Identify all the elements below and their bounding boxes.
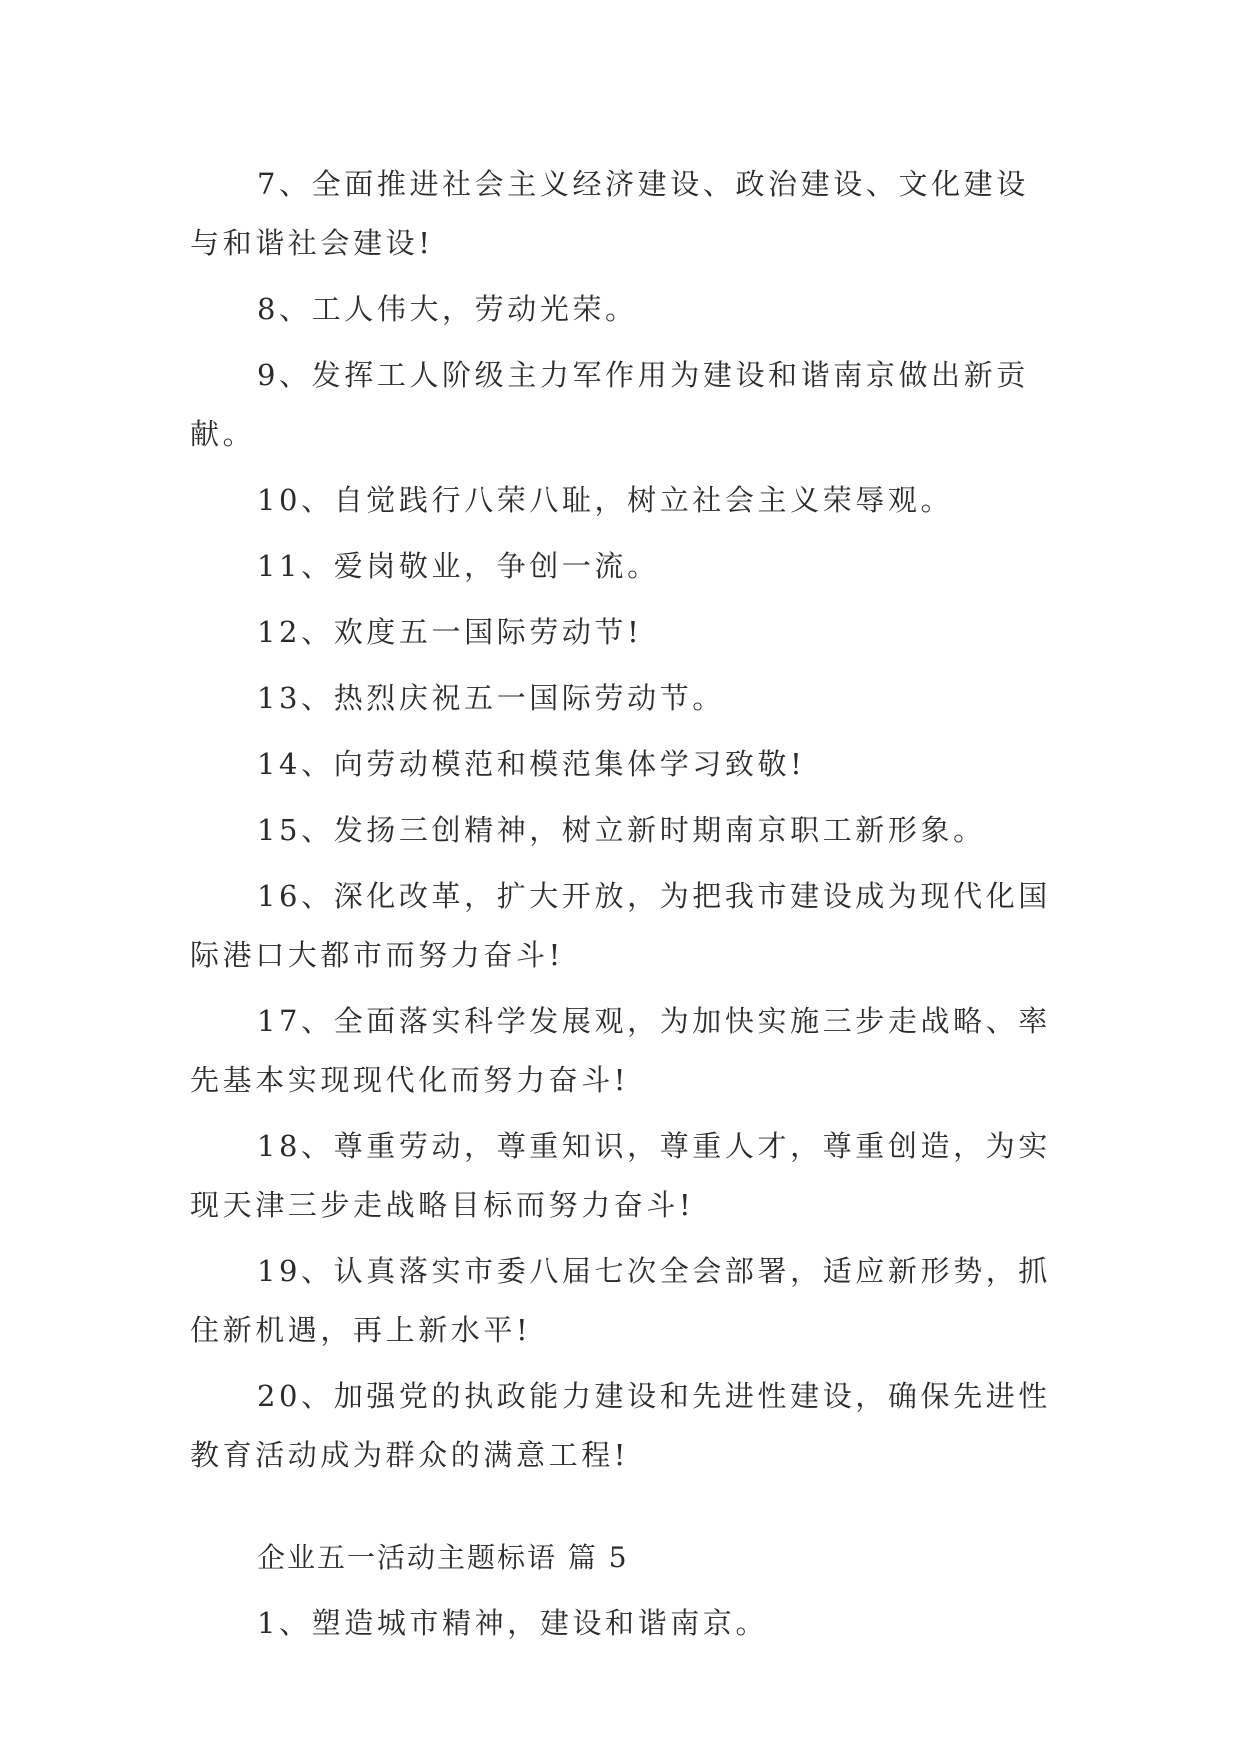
paragraph-item-14: 14、向劳动模范和模范集体学习致敬!	[257, 747, 806, 781]
paragraph-item-17: 17、全面落实科学发展观，为加快实施三步走战略、率先基本实现现代化而努力奋斗!	[190, 1004, 1051, 1097]
paragraph-item-8: 8、工人伟大，劳动光荣。	[257, 292, 638, 326]
paragraph-item-20: 20、加强党的执政能力建设和先进性建设，确保先进性教育活动成为群众的满意工程!	[190, 1379, 1051, 1472]
paragraph-item-18: 18、尊重劳动，尊重知识，尊重人才，尊重创造，为实现天津三步走战略目标而努力奋斗!	[190, 1129, 1051, 1222]
paragraph-item-15: 15、发扬三创精神，树立新时期南京职工新形象。	[257, 813, 986, 847]
paragraph-item-7: 7、全面推进社会主义经济建设、政治建设、文化建设与和谐社会建设!	[190, 167, 1029, 260]
paragraph-item-10: 10、自觉践行八荣八耻，树立社会主义荣辱观。	[257, 483, 954, 517]
paragraph-item-12: 12、欢度五一国际劳动节!	[257, 615, 643, 649]
paragraph-item-11: 11、爱岗敬业，争创一流。	[257, 549, 660, 583]
section-heading: 企业五一活动主题标语 篇 5	[257, 1541, 629, 1574]
paragraph-item-19: 19、认真落实市委八届七次全会部署，适应新形势，抓住新机遇，再上新水平!	[190, 1254, 1051, 1347]
section-paragraph-item-1: 1、塑造城市精神，建设和谐南京。	[257, 1606, 769, 1640]
paragraph-item-16: 16、深化改革，扩大开放，为把我市建设成为现代化国际港口大都市而努力奋斗!	[190, 879, 1051, 972]
document-body	[190, 155, 1052, 1660]
paragraph-item-13: 13、热烈庆祝五一国际劳动节。	[257, 681, 725, 715]
paragraph-item-9: 9、发挥工人阶级主力军作用为建设和谐南京做出新贡献。	[190, 358, 1029, 451]
